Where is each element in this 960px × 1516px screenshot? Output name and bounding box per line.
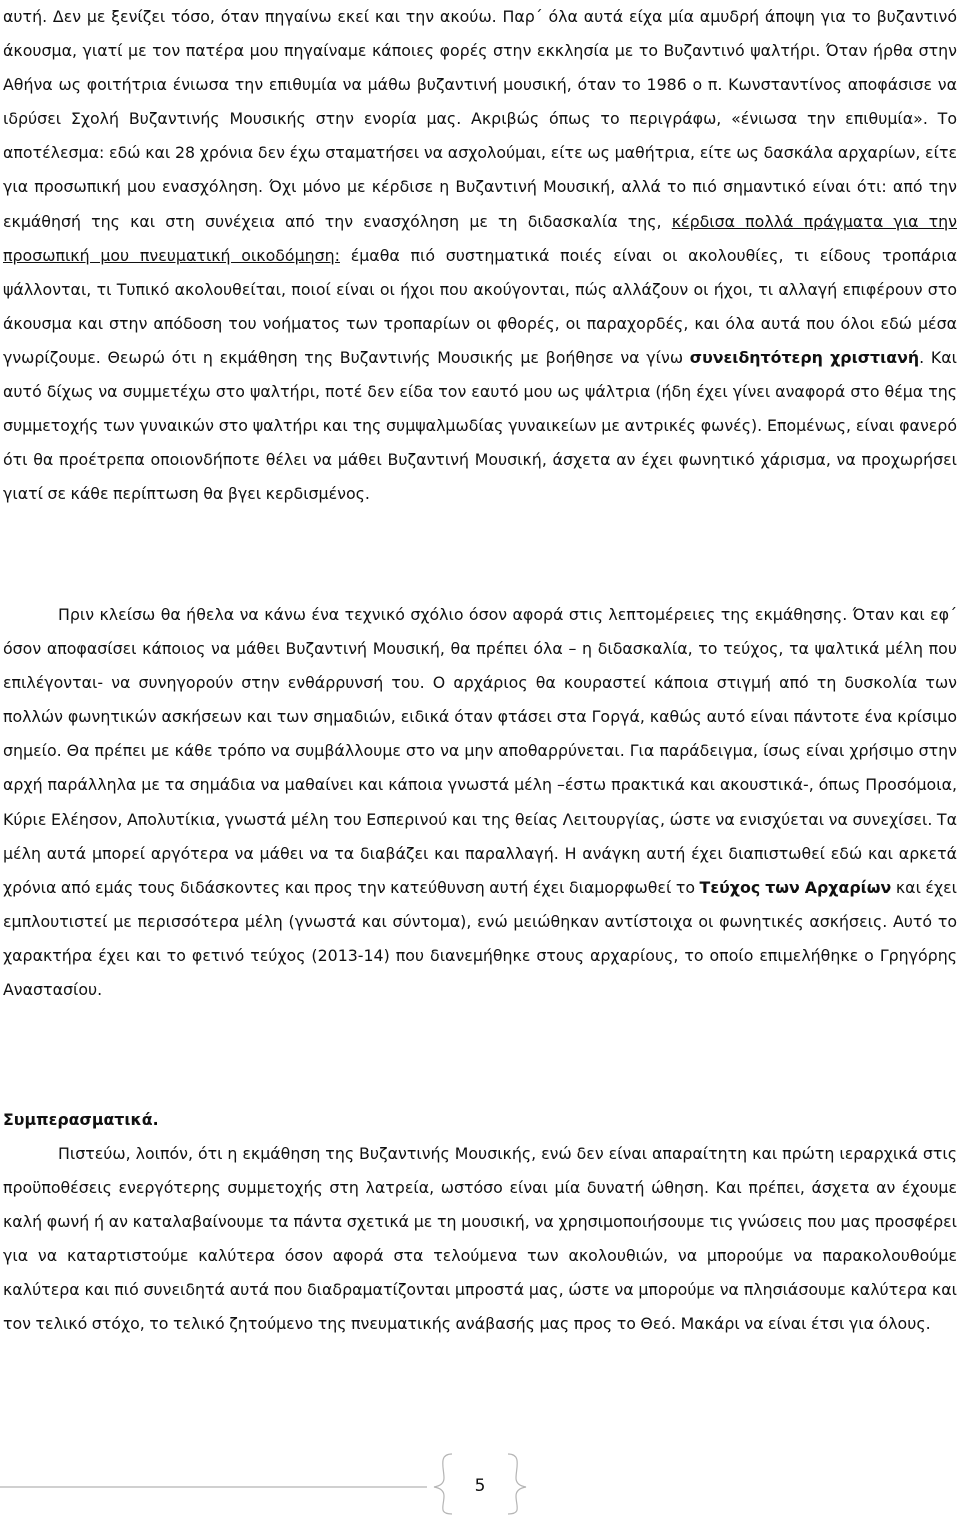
paragraph-1-part-2: έμαθα πιό συστηματικά ποιές είναι οι ακολουθίες, τι είδους τροπάρια ψάλλονται, τι Τυπικό ακολουθείται, ποιοί είναι οι ήχοι που ακούγονται, πώς αλλάζουν οι ήχοι, τι αλλαγή επιφέρουν στο άκουσμα και στην απόδοση του νοήματος των τροπαρίων οι φθορές, οι παραχορδές, και όλα αυτά που όλοι εδώ μέσα γνωρίζουμε. Θεωρώ ότι η εκμάθηση της Βυζαντινής Μουσικής με βοήθησε να γίνω: [3, 245, 957, 367]
paragraph-2: [3, 598, 957, 1007]
paragraph-3: Πιστεύω, λοιπόν, ότι η εκμάθηση της Βυζαντινής Μουσικής, ενώ δεν είναι απαραίτητη και πρώτη ιεραρχικά στις προϋποθέσεις ενεργότερης συμμετοχής στη λατρεία, ωστόσο είναι μία δυνατή ώθηση. Και πρέπει, άσχετα αν έχουμε καλή φωνή ή αν καταλαβαίνουμε τα πάντα σχετικά με τη μουσική, να χρησιμοποιήσουμε τις γνώσεις που μας προσφέρει για να καταρτιστούμε καλύτερα όσον αφορά στα τελούμενα των ακολουθιών, να μπορούμε να παρακολουθούμε καλύτερα και πιό συνειδητά αυτά που διαδραματίζονται μπροστά μας, ώστε να μπορούμε να πλησιάσουμε καλύτερα και τον τελικό στόχο, το τελικό ζητούμενο της πνευματικής ανάβασής μας προς το Θεό. Μακάρι να είναι έτσι για όλους.: [3, 1144, 957, 1334]
paragraph-2-part-1: Πριν κλείσω θα ήθελα να κάνω ένα τεχνικό σχόλιο όσον αφορά στις λεπτομέρειες της εκμάθησης. Όταν και εφ΄ όσον αποφασίσει κάποιος να μάθει Βυζαντινή Μουσική, θα πρέπει όλα – η διδασκαλία, το τεύχος, τα ψαλτικά μέλη που επιλέγονται- να συνηγορούν στην ενθάρρυνσή του. Ο αρχάριος θα κουραστεί κάποια στιγμή από τη δυσκολία των πολλών φωνητικών ασκήσεων και των σημαδιών, ειδικά όταν φτάσει στα Γοργά, καθώς αυτό είναι πάντοτε ένα κρίσιμο σημείο. Θα πρέπει με κάθε τρόπο να συμβάλλουμε στο να μην αποθαρρύνεται. Για παράδειγμα, ίσως είναι χρήσιμο στην αρχή παράλληλα με τα σημάδια να μαθαίνει και κάποια γνωστά μέλη –έστω πρακτικά και ακουστικά-, όπως Προσόμοια, Κύριε Ελέησον, Απολυτίκια, γνωστά μέλη του Εσπερινού και της θείας Λειτουργίας, ώστε να ενισχύεται να συνεχίσει. Τα μέλη αυτά μπορεί αργότερα να μάθει να τα διαβάζει και παραλλαγή. Η ανάγκη αυτή έχει διαπιστωθεί εδώ και αρκετά χρόνια από εμάς τους διδάσκοντες και προς την κατεύθυνση αυτή έχει διαμορφωθεί το: [3, 605, 957, 897]
booklet-title: Τεύχος των Αρχαρίων: [699, 877, 892, 897]
bold-phrase: συνειδητότερη χριστιανή: [689, 347, 920, 367]
paragraph-1-part-1: αυτή. Δεν με ξενίζει τόσο, όταν πηγαίνω εκεί και την ακούω. Παρ΄ όλα αυτά είχα μία αμυδρή άποψη για το βυζαντινό άκουσμα, γιατί με τον πατέρα μου πηγαίναμε κάποιες φορές στην εκκλησία με το Βυζαντινό ψαλτήρι. Όταν ήρθα στην Αθήνα ως φοιτήτρια ένιωσα την επιθυμία να μάθω βυζαντινή μουσική, όταν το 1986 ο π. Κωνσταντίνος αποφάσισε να ιδρύσει Σχολή Βυζαντινής Μουσικής στην ενορία μας. Ακριβώς όπως το περιγράφω, «ένιωσα την επιθυμία». Το αποτέλεσμα: εδώ και 28 χρόνια δεν έχω σταματήσει να ασχολούμαι, είτε ως μαθήτρια, είτε ως δασκάλα αρχαρίων, είτε για προσωπική μου ενασχόληση. Όχι μόνο με κέρδισε η Βυζαντινή Μουσική, αλλά το πιό σημαντικό είναι ότι: από την εκμάθησή της και στη συνέχεια από την ενασχόληση με τη διδασκαλία της,: [3, 7, 957, 231]
paragraph-1-part-3: . Και αυτό δίχως να συμμετέχω στο ψαλτήρι, ποτέ δεν είδα τον εαυτό μου ως ψάλτρια (ήδη έχει γίνει αναφορά στο θέμα της συμμετοχής των γυναικών στο ψαλτήρι και της συμψαλμωδίας γυναικείων με αντρικές φωνές). Επομένως, είναι φανερό ότι θα προέτρεπα οποιονδήποτε θέλει να μάθει Βυζαντινή Μουσική, άσχετα αν έχει φωνητικό χάρισμα, να προχωρήσει γιατί σε κάθε περίπτωση θα βγει κερδισμένος.: [3, 347, 957, 504]
paragraph-1: [3, 0, 957, 511]
section-heading: Συμπερασματικά.: [3, 1110, 159, 1129]
underlined-phrase: κέρδισα πολλά πράγματα για την προσωπική μου πνευματική οικοδόμηση:: [3, 211, 957, 265]
page-number: 5: [474, 1476, 486, 1496]
paragraph-2-part-2: και έχει εμπλουτιστεί με περισσότερα μέλη (γνωστά και σύντομα), ενώ μειώθηκαν αντίστοιχα οι φωνητικές ασκήσεις. Αυτό το χαρακτήρα έχει και το φετινό τεύχος (2013-14) που διανεμήθηκε στους αρχαρίους, το οποίο επιμελήθηκε ο Γρηγόρης Αναστασίου.: [3, 877, 957, 1000]
